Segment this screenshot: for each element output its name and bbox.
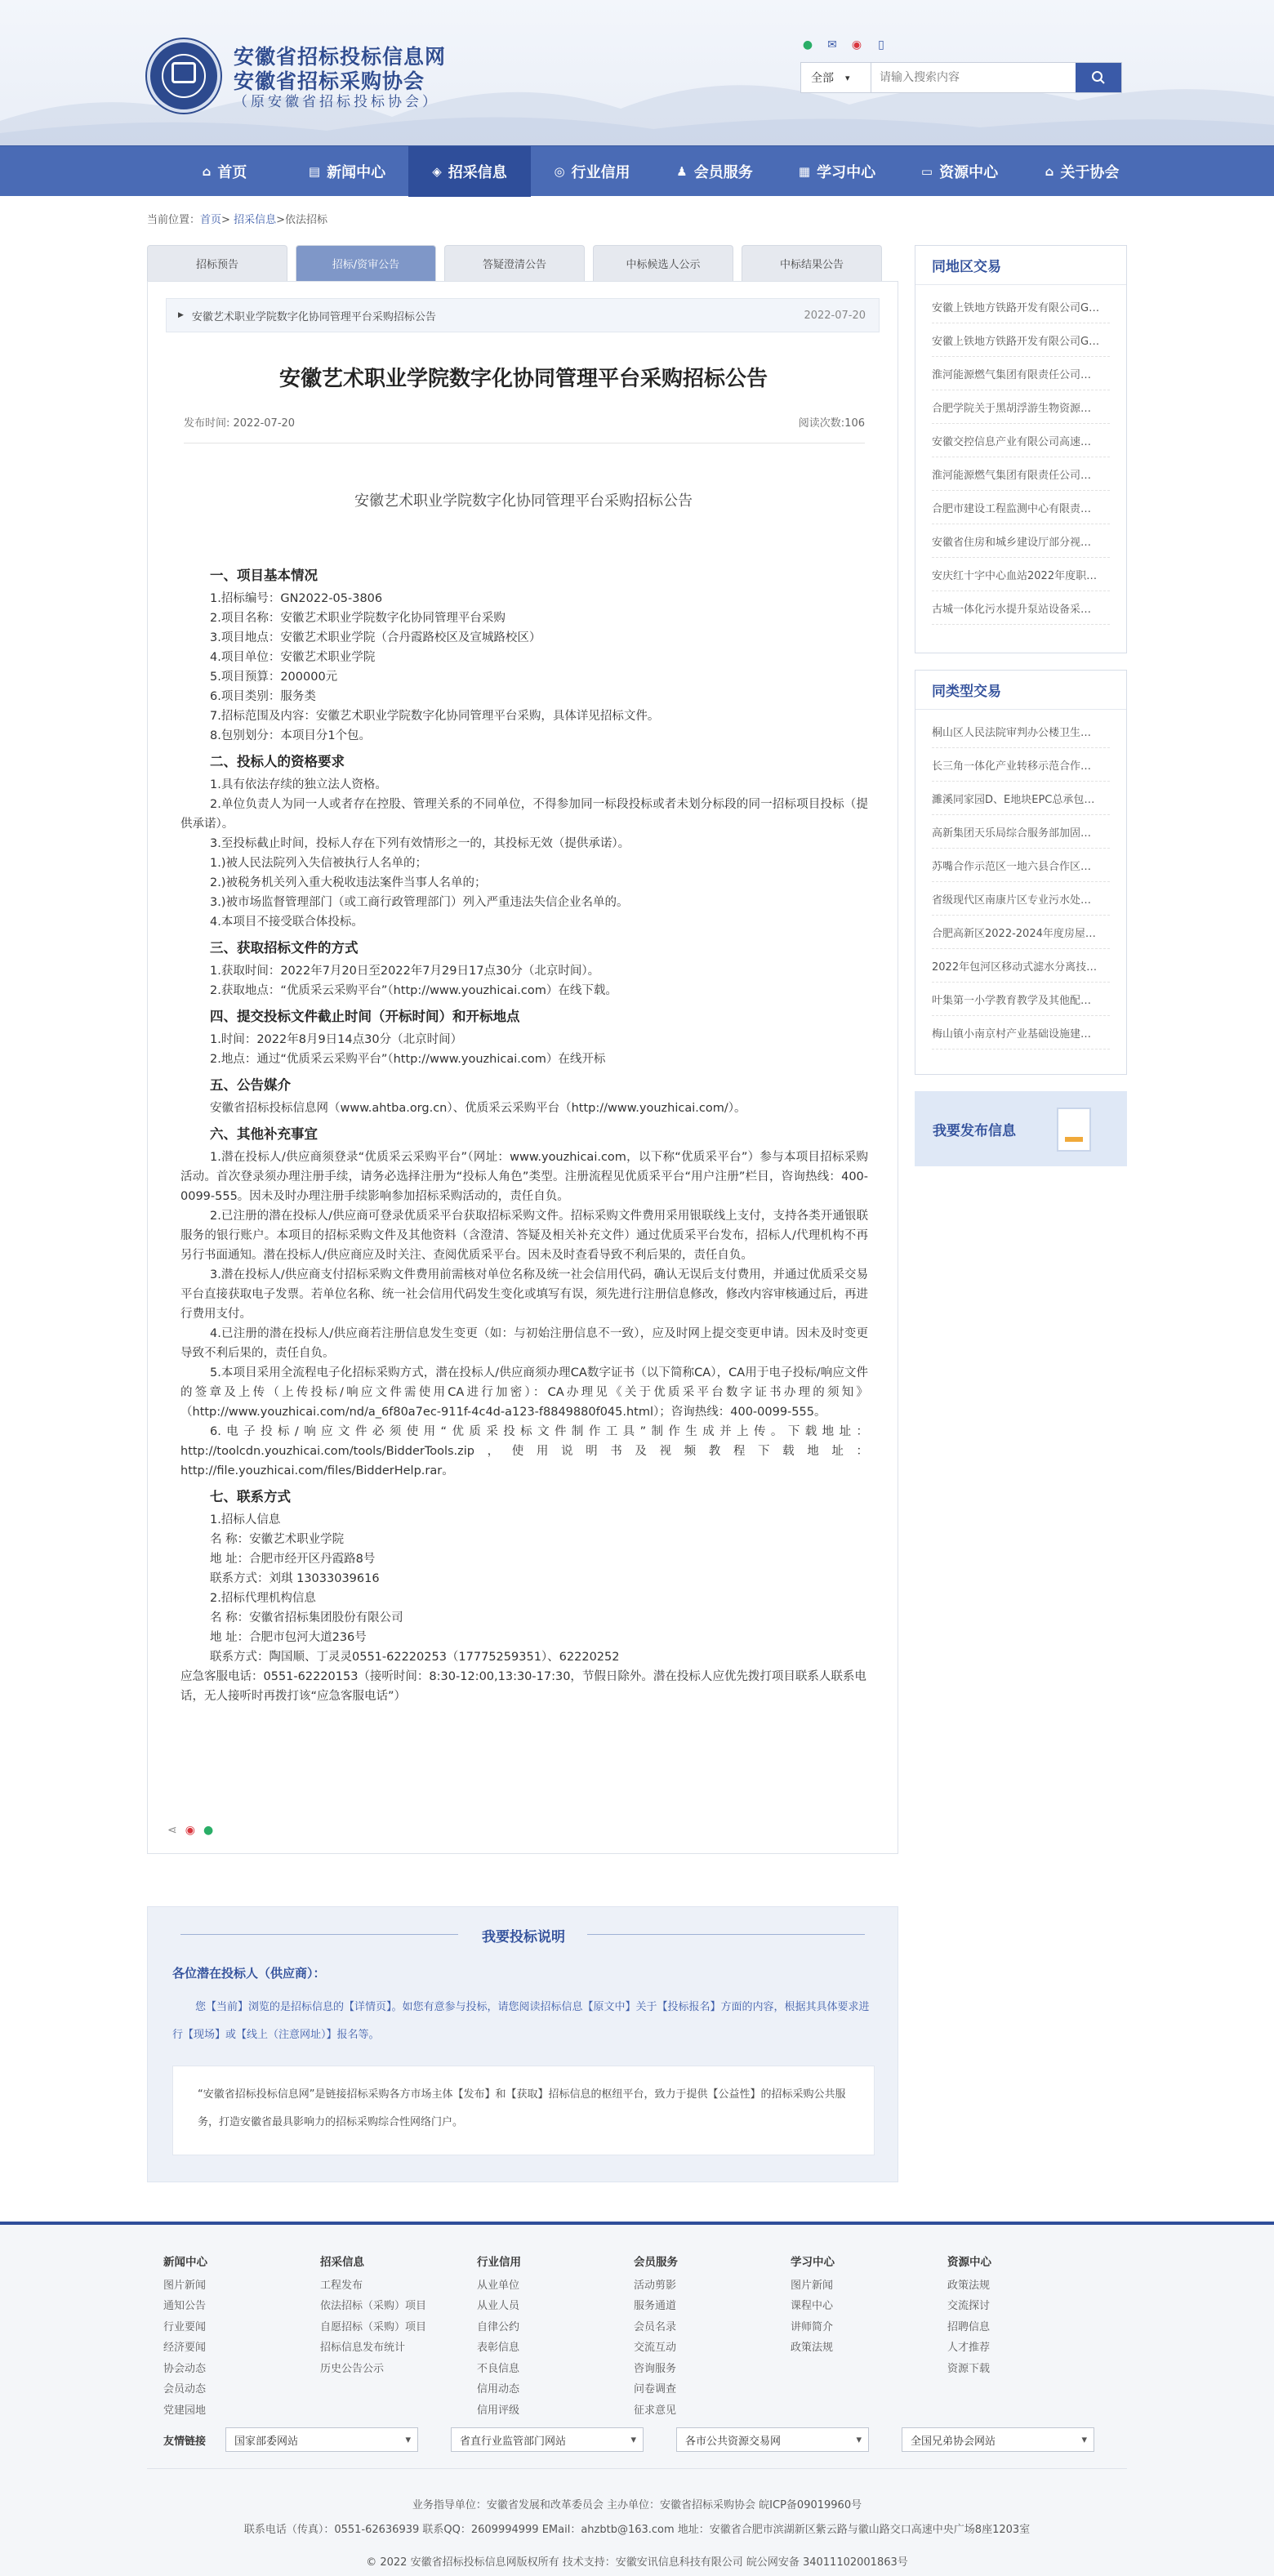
article-title: 安徽艺术职业学院数字化协同管理平台采购招标公告 xyxy=(278,367,768,391)
news-icon: ▤ xyxy=(308,164,321,179)
publish-info-button[interactable]: 我要发布信息 xyxy=(915,1091,1127,1166)
footer-link[interactable]: 讲师简介 xyxy=(791,2320,834,2333)
footer-link[interactable]: 信用评级 xyxy=(477,2404,520,2417)
article-body xyxy=(180,559,868,1706)
wechat-share-icon[interactable]: ● xyxy=(203,1824,214,1837)
sidebar-title: 同类型交易 xyxy=(915,671,1126,710)
body-paragraph: 5.本项目采用全流程电子化招标采购方式，潜在投标人/供应商须办理CA数字证书（以下简称CA），CA用于电子投标/响应文件的签章及上传（上传投标/响应文件需使用CA进行加密）：CA办理见《关于优质采平台数字证书办理的须知》（http://www.youzhicai.com/nd/a_6f80a7ec-911f-4c4d-a123-f8849880f045.html）；咨询热线：400-0099-555。 xyxy=(180,1366,868,1419)
publish-time: 发布时间: 2022-07-20 xyxy=(184,417,296,430)
friend-link-select[interactable]: 国家部委网站 ▾ xyxy=(225,2427,418,2452)
search-scope-select[interactable]: 全部 ▾ xyxy=(801,63,871,92)
section-heading: 三、获取招标文件的方式 xyxy=(210,940,359,956)
member-icon: ♟ xyxy=(676,164,688,179)
footer-link[interactable]: 从业单位 xyxy=(477,2279,520,2292)
footer-link[interactable]: 历史公告公示 xyxy=(320,2362,385,2375)
body-line: 7.招标范围及内容：安徽艺术职业学院数字化协同管理平台采购，具体详见招标文件。 xyxy=(210,710,660,723)
guide-heading: 各位潜在投标人（供应商）： xyxy=(172,1966,326,1981)
body-line: 联系方式：陶国顺、丁灵灵0551-62220253（17775259351）、62220252 xyxy=(210,1651,620,1664)
guide-box: “安徽省招标投标信息网”是链接招标采购各方市场主体【发布】和【获取】招标信息的枢纽平台，致力于提供【公益性】的招标采购公共服务，打造安徽省最具影响力的招标采购综合性网络门户。 xyxy=(172,2066,875,2155)
search-bar xyxy=(800,62,1122,93)
list-item[interactable]: 淮河能源燃气集团有限责任公司… xyxy=(932,457,1110,491)
search-button[interactable] xyxy=(1076,63,1121,92)
footer-link[interactable]: 通知公告 xyxy=(163,2300,207,2312)
body-line: 1.具有依法存续的独立法人资格。 xyxy=(210,778,387,791)
footer-link[interactable]: 不良信息 xyxy=(477,2362,520,2375)
list-item[interactable]: 2022年包河区移动式滤水分离技… xyxy=(932,949,1110,983)
friend-links: 友情链接 国家部委网站 ▾ 省直行业监管部门网站 ▾ 各市公共资源交易网 ▾ 全国兄弟协会网站 ▾ xyxy=(163,2427,1111,2452)
site-footer xyxy=(0,2222,1274,2576)
footer-link[interactable]: 经济要闻 xyxy=(163,2342,207,2354)
layers-icon: ◈ xyxy=(432,164,442,179)
footer-col-credit: 行业信用 从业单位 从业人员 自律公约 表彰信息 不良信息 信用动态 信用评级 xyxy=(477,2253,634,2421)
body-line: 1.时间：2022年8月9日14点30分（北京时间） xyxy=(210,1033,463,1046)
list-item[interactable]: 安庆红十字中心血站2022年度职… xyxy=(932,558,1110,591)
body-line: 5.项目预算：200000元 xyxy=(210,671,338,684)
sidebar-similar-trades xyxy=(915,670,1127,1075)
footer-link[interactable]: 问卷调查 xyxy=(634,2383,677,2396)
search-input[interactable] xyxy=(871,63,1076,92)
emergency-contact: 应急客服电话：0551-62220153（接听时间：8:30-12:00,13:30-17:30，节假日除外。潜在投标人应优先拨打项目联系人联系电话，无人接听时再拨打该“应急客服电话”） xyxy=(180,1670,866,1703)
search-icon xyxy=(1091,70,1106,85)
footer-contact-info: 联系电话（传真）：0551-62636939 联系QQ：2609994999 EMail：ahzbtb@163.com 地址：安徽省合肥市滨湖新区紫云路与徽山路交口高速中央广场8座1203室 xyxy=(243,2524,1031,2536)
weibo-share-icon[interactable]: ◉ xyxy=(185,1824,195,1837)
main-nav xyxy=(0,145,1274,196)
mobile-icon[interactable]: ▯ xyxy=(878,38,884,51)
folder-icon: ▭ xyxy=(920,164,933,179)
breadcrumb-procurement[interactable]: 招采信息 xyxy=(234,214,277,226)
tab-preview[interactable]: 招标预告 xyxy=(147,245,287,281)
list-item[interactable]: 安徽交控信息产业有限公司高速… xyxy=(932,424,1110,457)
site-header xyxy=(0,0,1274,145)
body-line: 3.项目地点：安徽艺术职业学院（合丹霞路校区及宣城路校区） xyxy=(210,631,541,644)
body-paragraph: 1.潜在投标人/供应商须登录“优质采云采购平台”（网址：www.youzhicai.com，以下称“优质采平台”）参与本项目招标采购活动。首次登录须办理注册手续，请务必选择注册为“投标人角色”类型。注册流程见优质采平台“用户注册”栏目，咨询热线：400-0099-555。因未及时办理注册手续影响参加招标采购活动的，责任自负。 xyxy=(180,1151,868,1203)
footer-link[interactable]: 图片新闻 xyxy=(791,2279,834,2292)
body-line: 1.获取时间：2022年7月20日至2022年7月29日17点30分（北京时间）。 xyxy=(210,965,600,978)
section-heading: 六、其他补充事宜 xyxy=(210,1126,318,1142)
footer-link[interactable]: 表彰信息 xyxy=(477,2342,520,2354)
body-line: 4.本项目不接受联合体投标。 xyxy=(210,916,363,929)
footer-link[interactable]: 招聘信息 xyxy=(947,2320,991,2333)
body-line: 联系方式：刘琪 13033039616 xyxy=(210,1572,380,1585)
body-paragraph: 3.潜在投标人/供应商支付招标采购文件费用前需核对单位名称及统一社会信用代码，确认无误后支付费用，并通过优质采交易平台直接获取电子发票。若单位名称、统一社会信用代码发生变化或填写有误，须先进行注册信息修改，修改内容审核通过后，再进行费用支付。 xyxy=(180,1268,868,1321)
footer-link[interactable]: 交流探讨 xyxy=(947,2300,991,2312)
notice-item-title: 安徽艺术职业学院数字化协同管理平台采购招标公告 xyxy=(191,310,436,323)
document-chart-icon xyxy=(1057,1108,1091,1152)
body-paragraph: 6.电子投标/响应文件必须使用“优质采投标文件制作工具”制作生成并上传。下载地址：http://toolcdn.youzhicai.com/tools/BidderTools.zip，使用说明书及视频教程下载地址：http://file.youzhicai.com/files/BidderHelp.rar。 xyxy=(180,1425,868,1477)
section-heading: 四、提交投标文件截止时间（开标时间）和开标地点 xyxy=(210,1009,520,1024)
tab-result[interactable]: 中标结果公告 xyxy=(742,245,882,281)
document-title: 安徽艺术职业学院数字化协同管理平台采购招标公告 xyxy=(354,492,693,510)
notice-item[interactable] xyxy=(166,298,880,332)
friend-link-select[interactable]: 省直行业监管部门网站 ▾ xyxy=(451,2427,644,2452)
body-line: 名 称：安徽省招标集团股份有限公司 xyxy=(210,1611,403,1624)
footer-link[interactable]: 信用动态 xyxy=(477,2383,520,2396)
breadcrumb-current: 依法招标 xyxy=(285,214,328,226)
body-line: 2.招标代理机构信息 xyxy=(210,1592,316,1605)
tab-tender-notice[interactable]: 招标/资审公告 xyxy=(296,245,436,281)
section-heading: 七、联系方式 xyxy=(210,1489,291,1504)
sidebar-local-trades xyxy=(915,245,1127,653)
list-item[interactable]: 叶集第一小学教育教学及其他配… xyxy=(932,983,1110,1016)
share-bar xyxy=(167,1824,213,1837)
article-panel xyxy=(147,281,898,1854)
footer-link[interactable]: 依法招标（采购）项目 xyxy=(320,2300,427,2312)
body-line: 2.地点：通过“优质采云采购平台”（http://www.youzhicai.com）在线开标 xyxy=(210,1053,606,1066)
caret-right-icon: ▶ xyxy=(178,311,184,319)
site-name-secondary: 安徽省招标采购协会 xyxy=(234,69,425,93)
footer-link[interactable]: 资源下载 xyxy=(947,2362,991,2375)
body-line: 3.)被市场监督管理部门（或工商行政管理部门）列入严重违法失信企业名单的。 xyxy=(210,896,629,909)
footer-col-procurement: 招采信息 工程发布 依法招标（采购）项目 自愿招标（采购）项目 招标信息发布统计 历史公告公示 xyxy=(320,2253,477,2421)
list-item[interactable]: 合肥市建设工程监测中心有限责… xyxy=(932,491,1110,524)
footer-link[interactable]: 自律公约 xyxy=(477,2320,520,2333)
list-item[interactable]: 梅山镇小南京村产业基础设施建… xyxy=(932,1016,1110,1050)
nav-learning[interactable]: ▦ 学习中心 xyxy=(798,164,876,181)
footer-col-resources: 资源中心 政策法规 交流探讨 招聘信息 人才推荐 资源下载 xyxy=(947,2253,1104,2421)
footer-link[interactable]: 自愿招标（采购）项目 xyxy=(320,2320,427,2333)
nav-credit[interactable]: ◎ 行业信用 xyxy=(554,164,630,181)
footer-link[interactable]: 政策法规 xyxy=(791,2342,834,2354)
body-line: 4.项目单位：安徽艺术职业学院 xyxy=(210,651,376,664)
body-line: 地 址：合肥市包河大道236号 xyxy=(210,1631,367,1644)
nav-member[interactable]: ♟ 会员服务 xyxy=(676,164,753,181)
sidebar-title: 同地区交易 xyxy=(915,246,1126,285)
body-line: 名 称：安徽艺术职业学院 xyxy=(210,1533,345,1546)
body-line: 3.至投标截止时间，投标人存在下列有效情形之一的，其投标无效（提供承诺）。 xyxy=(210,837,630,850)
guide-title: 我要投标说明 xyxy=(482,1929,565,1945)
footer-link[interactable]: 服务通道 xyxy=(634,2300,677,2312)
body-line: 安徽省招标投标信息网（www.ahtba.org.cn）、优质采云采购平台（http://www.youzhicai.com/）。 xyxy=(210,1102,746,1115)
footer-link[interactable]: 政策法规 xyxy=(947,2279,991,2292)
footer-link[interactable]: 工程发布 xyxy=(320,2279,363,2292)
notice-item-date: 2022-07-20 xyxy=(804,309,866,322)
list-item[interactable]: 高新集团天乐局综合服务部加固… xyxy=(932,815,1110,849)
footer-link[interactable]: 课程中心 xyxy=(791,2300,834,2312)
footer-link[interactable]: 党建园地 xyxy=(163,2404,207,2417)
body-line: 6.项目类别：服务类 xyxy=(210,690,316,703)
list-item[interactable]: 古城一体化污水提升泵站设备采… xyxy=(932,591,1110,625)
list-item[interactable]: 桐山区人民法院审判办公楼卫生… xyxy=(932,715,1110,748)
footer-link[interactable]: 图片新闻 xyxy=(163,2279,207,2292)
footer-col-news: 新闻中心 图片新闻 通知公告 行业要闻 经济要闻 协会动态 会员动态 党建园地 xyxy=(163,2253,320,2421)
tab-clarification[interactable]: 答疑澄清公告 xyxy=(444,245,585,281)
footer-copyright: © 2022 安徽省招标投标信息网版权所有 技术支持：安徽安讯信息科技有限公司 皖公网安备 34011102001863号 xyxy=(366,2556,908,2569)
footer-col-member: 会员服务 活动剪影 服务通道 会员名录 交流互动 咨询服务 问卷调查 征求意见 xyxy=(634,2253,791,2421)
body-line: 2.单位负责人为同一人或者存在控股、管理关系的不同单位，不得参加同一标段投标或者未划分标段的同一招标项目投标（提供承诺）。 xyxy=(180,798,868,831)
nav-resources[interactable]: ▭ 资源中心 xyxy=(920,164,999,181)
footer-link[interactable]: 招标信息发布统计 xyxy=(320,2342,406,2354)
body-line: 地 址：合肥市经开区丹霞路8号 xyxy=(210,1553,376,1566)
mail-icon[interactable]: ✉ xyxy=(827,38,837,51)
footer-link[interactable]: 征求意见 xyxy=(634,2404,677,2417)
tab-candidate[interactable]: 中标候选人公示 xyxy=(593,245,733,281)
divider xyxy=(147,2468,1127,2469)
footer-link[interactable]: 从业人员 xyxy=(477,2300,520,2312)
body-line: 2.获取地点：“优质采云采购平台”（http://www.youzhicai.com）在线下载。 xyxy=(210,984,617,997)
list-item[interactable]: 安徽省住房和城乡建设厅部分视… xyxy=(932,524,1110,558)
list-item[interactable]: 濉溪同家园D、E地块EPC总承包… xyxy=(932,782,1110,815)
nav-home[interactable]: ⌂ 首页 xyxy=(202,164,247,181)
list-item[interactable]: 安徽上铁地方铁路开发有限公司G… xyxy=(932,290,1110,323)
credit-icon: ◎ xyxy=(554,164,565,179)
footer-link[interactable]: 会员名录 xyxy=(634,2320,677,2333)
article-meta xyxy=(184,414,865,443)
footer-link[interactable]: 交流互动 xyxy=(634,2342,677,2354)
site-name-former: （原安徽省招标投标协会） xyxy=(234,94,439,110)
footer-org-info: 业务指导单位：安徽省发展和改革委员会 主办单位：安徽省招标采购协会 皖ICP备09019960号 xyxy=(412,2499,862,2511)
read-count: 阅读次数:106 xyxy=(798,417,865,430)
list-item[interactable]: 安徽上铁地方铁路开发有限公司G… xyxy=(932,323,1110,357)
footer-link[interactable]: 咨询服务 xyxy=(634,2362,677,2375)
breadcrumb: 当前位置：首页> 招采信息>依法招标 xyxy=(147,214,328,226)
site-logo[interactable] xyxy=(147,39,220,113)
weibo-icon[interactable]: ◉ xyxy=(851,38,862,51)
main-content xyxy=(147,245,898,1854)
friend-link-select[interactable]: 全国兄弟协会网站 ▾ xyxy=(902,2427,1094,2452)
footer-link[interactable]: 协会动态 xyxy=(163,2362,207,2375)
nav-procurement[interactable]: ◈ 招采信息 xyxy=(408,146,531,197)
footer-link[interactable]: 活动剪影 xyxy=(634,2279,677,2292)
list-item[interactable]: 苏嘴合作示范区一地六县合作区… xyxy=(932,849,1110,882)
learning-icon: ▦ xyxy=(798,164,811,179)
section-heading: 一、项目基本情况 xyxy=(210,568,318,583)
footer-col-learning: 学习中心 图片新闻 课程中心 讲师简介 政策法规 xyxy=(791,2253,947,2421)
guide-text: 您【当前】浏览的是招标信息的【详情页】。如您有意参与投标，请您阅读招标信息【原文中】关于【投标报名】方面的内容，根据其具体要求进行【现场】或【线上（注意网址）】报名等。 xyxy=(172,2001,870,2041)
notice-tabs xyxy=(147,245,898,281)
section-heading: 二、投标人的资格要求 xyxy=(210,754,345,769)
friend-link-select[interactable]: 各市公共资源交易网 ▾ xyxy=(676,2427,869,2452)
body-line: 1.)被人民法院列入失信被执行人名单的； xyxy=(210,857,427,870)
breadcrumb-home[interactable]: 首页 xyxy=(200,214,222,226)
list-item[interactable]: 长三角一体化产业转移示范合作… xyxy=(932,748,1110,782)
footer-link[interactable]: 人才推荐 xyxy=(947,2342,991,2354)
list-item[interactable]: 合肥学院关于黑胡浮游生物资源… xyxy=(932,390,1110,424)
nav-news[interactable]: ▤ 新闻中心 xyxy=(308,164,386,181)
share-icon[interactable]: ⋖ xyxy=(167,1824,177,1837)
list-item[interactable]: 省级现代区南康片区专业污水处… xyxy=(932,882,1110,916)
body-line: 8.包别划分：本项目分1个包。 xyxy=(210,729,372,742)
list-item[interactable]: 合肥高新区2022-2024年度房屋… xyxy=(932,916,1110,949)
section-heading: 五、公告媒介 xyxy=(210,1077,291,1093)
footer-link[interactable]: 会员动态 xyxy=(163,2383,207,2396)
home-icon: ⌂ xyxy=(202,164,212,179)
body-line: 1.招标编号：GN2022-05-3806 xyxy=(210,592,383,605)
body-paragraph: 4.已注册的潜在投标人/供应商若注册信息发生变更（如：与初始注册信息不一致），应及时网上提交变更申请。因未及时变更导致不利后果的，责任自负。 xyxy=(180,1327,868,1360)
body-line: 2.)被税务机关列入重大税收违法案件当事人名单的； xyxy=(210,876,487,889)
body-paragraph: 2.已注册的潜在投标人/供应商可登录优质采平台获取招标采购文件。招标采购文件费用采用银联线上支付，支持各类开通银联服务的银行账户。本项目的招标采购文件及其他资料（含澄清、答疑及相关补充文件）通过优质采平台发布，招标人/代理机构不再另行书面通知。潜在投标人/供应商应及时关注、查阅优质采平台。因未及时查看导致不利后果的，责任自负。 xyxy=(180,1210,868,1262)
body-line: 1.招标人信息 xyxy=(210,1513,281,1526)
about-icon: ⌂ xyxy=(1045,164,1054,179)
wechat-icon[interactable]: ● xyxy=(802,38,813,51)
site-name-primary: 安徽省招标投标信息网 xyxy=(234,45,447,69)
body-line: 2.项目名称：安徽艺术职业学院数字化协同管理平台采购 xyxy=(210,612,506,625)
bid-guide xyxy=(147,1906,898,2182)
footer-link[interactable]: 行业要闻 xyxy=(163,2320,207,2333)
nav-about[interactable]: ⌂ 关于协会 xyxy=(1045,164,1120,181)
list-item[interactable]: 淮河能源燃气集团有限责任公司… xyxy=(932,357,1110,390)
